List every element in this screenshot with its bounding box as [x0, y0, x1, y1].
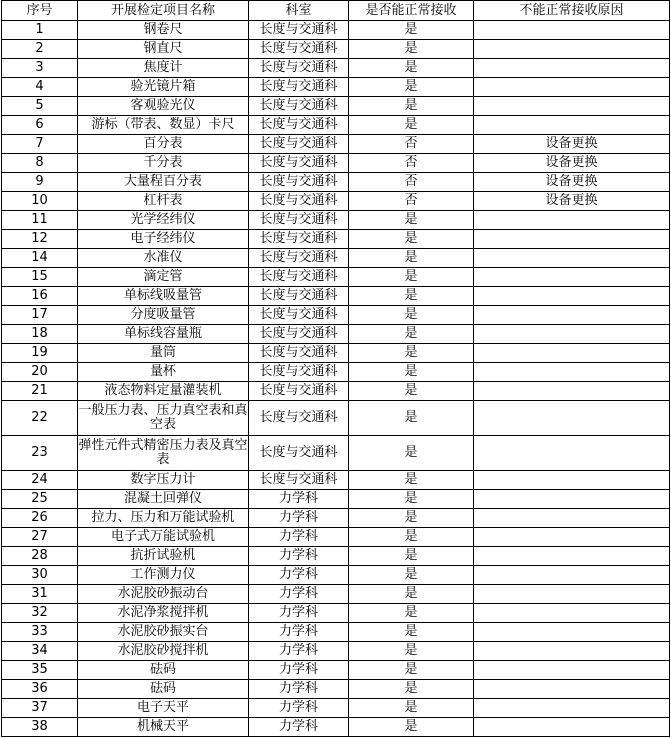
cell-no: 18 [2, 325, 78, 344]
cell-reason [474, 382, 670, 401]
cell-no: 28 [2, 547, 78, 566]
cell-name: 弹性元件式精密压力表及真空表 [78, 436, 249, 471]
cell-ok: 是 [349, 40, 474, 59]
cell-no: 34 [2, 642, 78, 661]
header-ok: 是否能正常接收 [349, 1, 474, 21]
cell-no: 1 [2, 21, 78, 40]
cell-no: 3 [2, 59, 78, 78]
cell-ok: 是 [349, 211, 474, 230]
cell-dept: 长度与交通科 [249, 344, 349, 363]
cell-name: 单标线吸量管 [78, 287, 249, 306]
cell-ok: 是 [349, 604, 474, 623]
cell-reason [474, 97, 670, 116]
cell-ok: 是 [349, 21, 474, 40]
table-row [2, 173, 670, 192]
cell-name: 量筒 [78, 344, 249, 363]
cell-name: 钢直尺 [78, 40, 249, 59]
cell-name: 电子经纬仪 [78, 230, 249, 249]
cell-reason [474, 436, 670, 471]
cell-ok: 否 [349, 192, 474, 211]
table-row [2, 116, 670, 135]
cell-name: 量杯 [78, 363, 249, 382]
cell-no: 15 [2, 268, 78, 287]
cell-ok: 是 [349, 547, 474, 566]
table-row [2, 401, 670, 436]
cell-reason [474, 718, 670, 737]
cell-dept: 力学科 [249, 718, 349, 737]
cell-dept: 长度与交通科 [249, 21, 349, 40]
cell-dept: 长度与交通科 [249, 211, 349, 230]
cell-name: 拉力、压力和万能试验机 [78, 509, 249, 528]
cell-reason [474, 528, 670, 547]
cell-name: 一般压力表、压力真空表和真空表 [78, 401, 249, 436]
cell-dept: 长度与交通科 [249, 173, 349, 192]
cell-no: 19 [2, 344, 78, 363]
cell-dept: 长度与交通科 [249, 471, 349, 490]
cell-dept: 长度与交通科 [249, 382, 349, 401]
cell-ok: 是 [349, 623, 474, 642]
cell-name: 光学经纬仪 [78, 211, 249, 230]
table-row [2, 344, 670, 363]
cell-reason [474, 471, 670, 490]
cell-name: 焦度计 [78, 59, 249, 78]
cell-name: 机械天平 [78, 718, 249, 737]
cell-ok: 是 [349, 490, 474, 509]
cell-reason [474, 59, 670, 78]
cell-no: 10 [2, 192, 78, 211]
inspection-table [1, 0, 670, 737]
table-row [2, 78, 670, 97]
cell-dept: 长度与交通科 [249, 401, 349, 436]
cell-name: 电子式万能试验机 [78, 528, 249, 547]
header-dept: 科室 [249, 1, 349, 21]
cell-dept: 长度与交通科 [249, 363, 349, 382]
cell-no: 21 [2, 382, 78, 401]
cell-name: 数字压力计 [78, 471, 249, 490]
table-row [2, 699, 670, 718]
cell-no: 33 [2, 623, 78, 642]
cell-dept: 长度与交通科 [249, 154, 349, 173]
cell-name: 客观验光仪 [78, 97, 249, 116]
table-row [2, 363, 670, 382]
cell-ok: 是 [349, 585, 474, 604]
cell-dept: 长度与交通科 [249, 249, 349, 268]
cell-no: 31 [2, 585, 78, 604]
cell-reason [474, 268, 670, 287]
cell-no: 14 [2, 249, 78, 268]
table-row [2, 718, 670, 737]
table-row [2, 604, 670, 623]
cell-dept: 长度与交通科 [249, 287, 349, 306]
cell-name: 工作测力仪 [78, 566, 249, 585]
cell-name: 水泥胶砂振动台 [78, 585, 249, 604]
table-row [2, 211, 670, 230]
cell-no: 20 [2, 363, 78, 382]
cell-ok: 是 [349, 699, 474, 718]
table-row [2, 382, 670, 401]
cell-no: 26 [2, 509, 78, 528]
cell-reason: 设备更换 [474, 154, 670, 173]
table-row [2, 528, 670, 547]
cell-name: 杠杆表 [78, 192, 249, 211]
table-row [2, 40, 670, 59]
cell-name: 单标线容量瓶 [78, 325, 249, 344]
table-row [2, 192, 670, 211]
cell-ok: 是 [349, 59, 474, 78]
table-row [2, 97, 670, 116]
cell-ok: 是 [349, 642, 474, 661]
cell-reason [474, 623, 670, 642]
cell-reason: 设备更换 [474, 173, 670, 192]
cell-dept: 长度与交通科 [249, 268, 349, 287]
cell-no: 11 [2, 211, 78, 230]
cell-name: 钢卷尺 [78, 21, 249, 40]
cell-ok: 是 [349, 230, 474, 249]
cell-ok: 是 [349, 436, 474, 471]
cell-ok: 是 [349, 509, 474, 528]
cell-no: 27 [2, 528, 78, 547]
cell-name: 千分表 [78, 154, 249, 173]
cell-dept: 长度与交通科 [249, 78, 349, 97]
cell-no: 16 [2, 287, 78, 306]
table-row [2, 325, 670, 344]
cell-ok: 是 [349, 528, 474, 547]
cell-no: 4 [2, 78, 78, 97]
cell-reason [474, 547, 670, 566]
cell-no: 38 [2, 718, 78, 737]
cell-name: 分度吸量管 [78, 306, 249, 325]
cell-dept: 力学科 [249, 566, 349, 585]
cell-no: 8 [2, 154, 78, 173]
cell-reason [474, 230, 670, 249]
cell-no: 30 [2, 566, 78, 585]
cell-name: 砝码 [78, 680, 249, 699]
cell-name: 水准仪 [78, 249, 249, 268]
cell-ok: 是 [349, 325, 474, 344]
cell-reason [474, 661, 670, 680]
table-row [2, 547, 670, 566]
table-row [2, 287, 670, 306]
cell-name: 游标（带表、数显）卡尺 [78, 116, 249, 135]
cell-ok: 否 [349, 135, 474, 154]
cell-no: 25 [2, 490, 78, 509]
cell-no: 5 [2, 97, 78, 116]
cell-name: 抗折试验机 [78, 547, 249, 566]
cell-dept: 长度与交通科 [249, 135, 349, 154]
header-row [2, 1, 670, 21]
cell-reason: 设备更换 [474, 192, 670, 211]
cell-reason [474, 249, 670, 268]
table-row [2, 21, 670, 40]
cell-reason [474, 78, 670, 97]
cell-reason [474, 490, 670, 509]
cell-dept: 长度与交通科 [249, 97, 349, 116]
cell-name: 液态物料定量灌装机 [78, 382, 249, 401]
cell-reason [474, 680, 670, 699]
cell-reason [474, 585, 670, 604]
cell-dept: 力学科 [249, 509, 349, 528]
cell-no: 22 [2, 401, 78, 436]
cell-no: 37 [2, 699, 78, 718]
cell-ok: 是 [349, 249, 474, 268]
table-body [2, 21, 670, 737]
cell-no: 7 [2, 135, 78, 154]
cell-ok: 否 [349, 173, 474, 192]
table-row [2, 249, 670, 268]
cell-name: 大量程百分表 [78, 173, 249, 192]
cell-no: 32 [2, 604, 78, 623]
cell-reason [474, 566, 670, 585]
cell-ok: 是 [349, 661, 474, 680]
table-row [2, 490, 670, 509]
table-row [2, 642, 670, 661]
cell-dept: 长度与交通科 [249, 325, 349, 344]
cell-name: 水泥胶砂振实台 [78, 623, 249, 642]
cell-ok: 否 [349, 154, 474, 173]
cell-reason [474, 401, 670, 436]
cell-reason [474, 509, 670, 528]
cell-reason [474, 287, 670, 306]
cell-reason [474, 306, 670, 325]
header-name: 开展检定项目名称 [78, 1, 249, 21]
table-row [2, 268, 670, 287]
cell-ok: 是 [349, 363, 474, 382]
header-reason: 不能正常接收原因 [474, 1, 670, 21]
cell-ok: 是 [349, 680, 474, 699]
cell-no: 36 [2, 680, 78, 699]
cell-reason [474, 116, 670, 135]
cell-dept: 力学科 [249, 661, 349, 680]
table-row [2, 135, 670, 154]
cell-ok: 是 [349, 97, 474, 116]
cell-ok: 是 [349, 306, 474, 325]
cell-reason [474, 363, 670, 382]
cell-reason [474, 344, 670, 363]
cell-dept: 长度与交通科 [249, 40, 349, 59]
table-row [2, 59, 670, 78]
header-no: 序号 [2, 1, 78, 21]
cell-dept: 力学科 [249, 699, 349, 718]
cell-dept: 长度与交通科 [249, 116, 349, 135]
cell-ok: 是 [349, 116, 474, 135]
cell-dept: 力学科 [249, 528, 349, 547]
cell-ok: 是 [349, 78, 474, 97]
table-row [2, 154, 670, 173]
cell-dept: 力学科 [249, 623, 349, 642]
cell-no: 17 [2, 306, 78, 325]
cell-name: 水泥净浆搅拌机 [78, 604, 249, 623]
cell-name: 电子天平 [78, 699, 249, 718]
cell-ok: 是 [349, 566, 474, 585]
table-row [2, 585, 670, 604]
cell-reason [474, 699, 670, 718]
cell-dept: 力学科 [249, 642, 349, 661]
cell-no: 23 [2, 436, 78, 471]
cell-reason [474, 604, 670, 623]
cell-name: 百分表 [78, 135, 249, 154]
cell-reason [474, 211, 670, 230]
table-row [2, 471, 670, 490]
cell-dept: 力学科 [249, 585, 349, 604]
cell-no: 24 [2, 471, 78, 490]
cell-name: 水泥胶砂搅拌机 [78, 642, 249, 661]
cell-dept: 长度与交通科 [249, 306, 349, 325]
cell-ok: 是 [349, 401, 474, 436]
cell-name: 滴定管 [78, 268, 249, 287]
cell-name: 混凝土回弹仪 [78, 490, 249, 509]
cell-reason [474, 40, 670, 59]
table-row [2, 436, 670, 471]
cell-no: 9 [2, 173, 78, 192]
cell-reason: 设备更换 [474, 135, 670, 154]
cell-name: 砝码 [78, 661, 249, 680]
cell-name: 验光镜片箱 [78, 78, 249, 97]
table-row [2, 661, 670, 680]
table-row [2, 623, 670, 642]
cell-reason [474, 642, 670, 661]
cell-dept: 长度与交通科 [249, 436, 349, 471]
cell-ok: 是 [349, 344, 474, 363]
cell-dept: 力学科 [249, 680, 349, 699]
table-row [2, 680, 670, 699]
cell-ok: 是 [349, 382, 474, 401]
cell-no: 12 [2, 230, 78, 249]
table-row [2, 230, 670, 249]
cell-reason [474, 21, 670, 40]
cell-dept: 力学科 [249, 604, 349, 623]
cell-dept: 力学科 [249, 547, 349, 566]
table-row [2, 306, 670, 325]
cell-no: 2 [2, 40, 78, 59]
table-row [2, 566, 670, 585]
cell-ok: 是 [349, 718, 474, 737]
cell-ok: 是 [349, 471, 474, 490]
cell-dept: 长度与交通科 [249, 230, 349, 249]
table-row [2, 509, 670, 528]
cell-no: 35 [2, 661, 78, 680]
cell-dept: 力学科 [249, 490, 349, 509]
cell-dept: 长度与交通科 [249, 192, 349, 211]
cell-reason [474, 325, 670, 344]
cell-dept: 长度与交通科 [249, 59, 349, 78]
cell-ok: 是 [349, 287, 474, 306]
cell-no: 6 [2, 116, 78, 135]
cell-ok: 是 [349, 268, 474, 287]
